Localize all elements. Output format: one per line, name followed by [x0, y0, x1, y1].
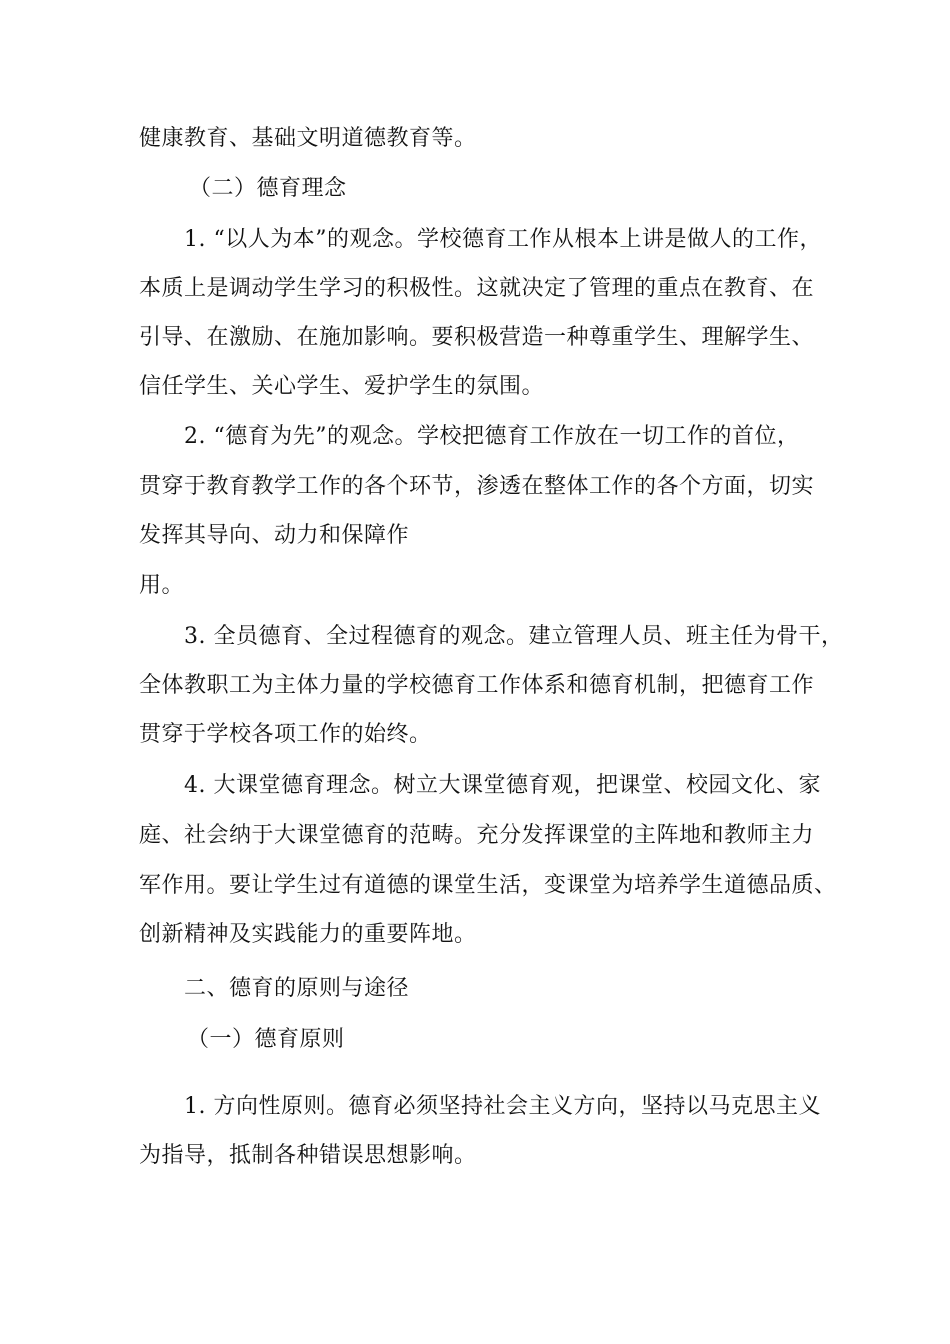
paragraph-line: 发挥其导向、动力和保障作	[139, 523, 410, 548]
paragraph-line: 为指导，抵制各种错误思想影响。	[139, 1143, 477, 1168]
paragraph-line: 用。	[139, 573, 185, 598]
paragraph-line: 创新精神及实践能力的重要阵地。	[139, 922, 477, 947]
section-heading: 二、德育的原则与途径	[184, 976, 410, 1001]
paragraph-line: 1. 方向性原则。德育必须坚持社会主义方向，坚持以马克思主义	[184, 1094, 821, 1119]
paragraph-line: 贯穿于学校各项工作的始终。	[139, 722, 432, 747]
section-heading: （二）德育理念	[189, 176, 347, 201]
paragraph-line: 庭、社会纳于大课堂德育的范畴。充分发挥课堂的主阵地和教师主力	[139, 823, 815, 848]
paragraph-line: 贯穿于教育教学工作的各个环节，渗透在整体工作的各个方面，切实	[139, 474, 815, 499]
paragraph-line: 3. 全员德育、全过程德育的观念。建立管理人员、班主任为骨干，	[184, 624, 844, 649]
paragraph-line: 1. “以人为本”的观念。学校德育工作从根本上讲是做人的工作，	[184, 227, 822, 252]
section-heading: （一）德育原则	[187, 1027, 345, 1052]
paragraph-line: 全体教职工为主体力量的学校德育工作体系和德育机制，把德育工作	[139, 673, 815, 698]
paragraph-line: 健康教育、基础文明道德教育等。	[139, 126, 477, 151]
paragraph-line: 4. 大课堂德育理念。树立大课堂德育观，把课堂、校园文化、家	[184, 773, 821, 798]
paragraph-line: 引导、在激励、在施加影响。要积极营造一种尊重学生、理解学生、	[139, 325, 815, 350]
paragraph-line: 军作用。要让学生过有道德的课堂生活，变课堂为培养学生道德品质、	[139, 873, 837, 898]
paragraph-line: 2. “德育为先”的观念。学校把德育工作放在一切工作的首位，	[184, 424, 800, 449]
paragraph-line: 本质上是调动学生学习的积极性。这就决定了管理的重点在教育、在	[139, 276, 815, 301]
paragraph-line: 信任学生、关心学生、爱护学生的氛围。	[139, 374, 545, 399]
